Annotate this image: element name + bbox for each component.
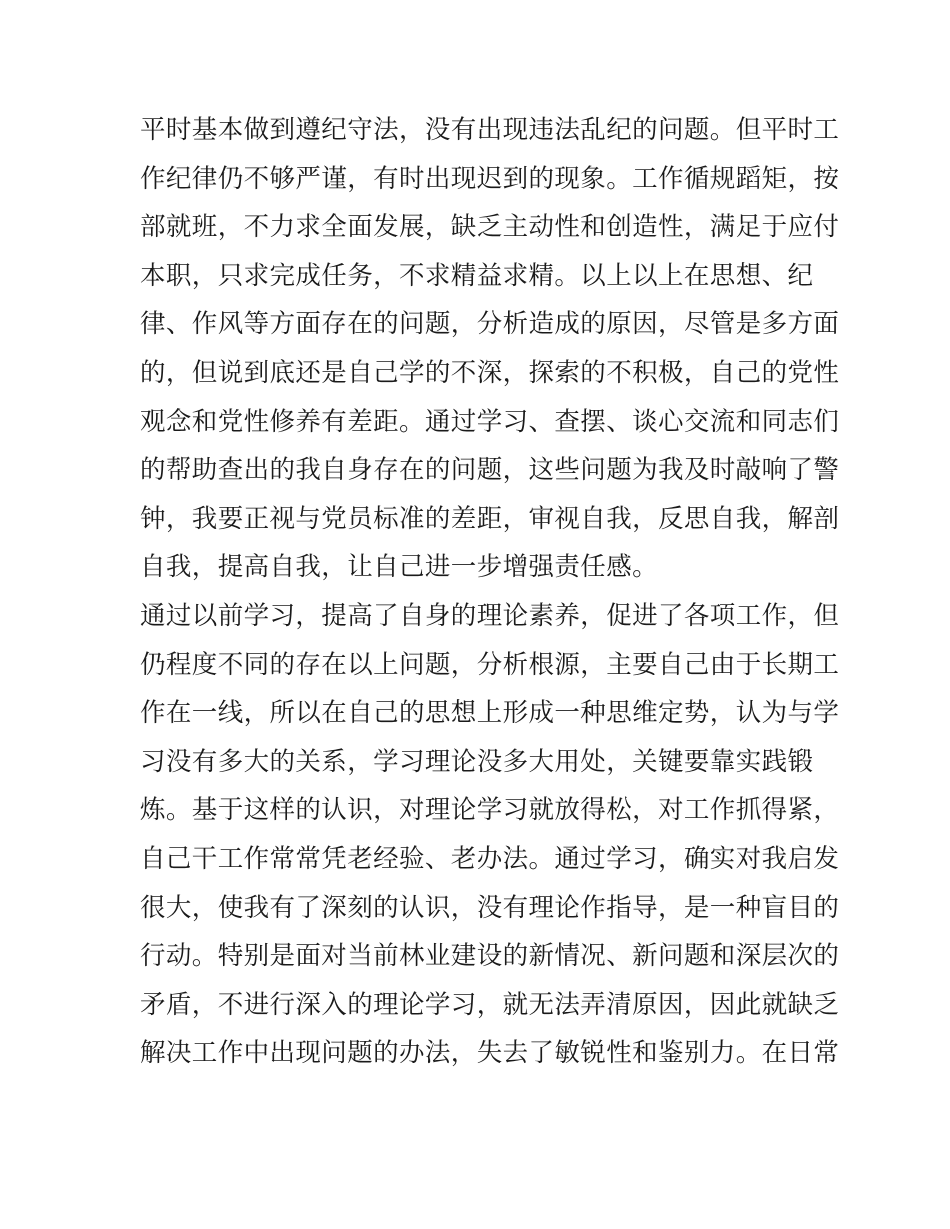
text-line: 作纪律仍不够严谨，有时出现迟到的现象。工作循规蹈矩，按 — [140, 163, 840, 194]
text-line: 矛盾，不进行深入的理论学习，就无法弄清原因，因此就缺乏 — [140, 989, 840, 1020]
text-line: 作在一线，所以在自己的思想上形成一种思维定势，认为与学 — [140, 698, 840, 729]
text-line: 通过以前学习，提高了自身的理论素养，促进了各项工作，但 — [140, 600, 840, 631]
text-line: 很大，使我有了深刻的认识，没有理论作指导，是一种盲目的 — [140, 892, 840, 923]
text-line: 仍程度不同的存在以上问题，分析根源，主要自己由于长期工 — [140, 649, 840, 680]
text-line: 自我，提高自我，让自己进一步增强责任感。 — [140, 552, 659, 583]
text-line: 律、作风等方面存在的问题，分析造成的原因，尽管是多方面 — [140, 309, 840, 340]
text-line: 炼。基于这样的认识，对理论学习就放得松，对工作抓得紧， — [140, 795, 840, 826]
text-line: 自己干工作常常凭老经验、老办法。通过学习，确实对我启发 — [140, 843, 840, 874]
text-line: 钟，我要正视与党员标准的差距，审视自我，反思自我，解剖 — [140, 503, 840, 534]
text-line: 观念和党性修养有差距。通过学习、查摆、谈心交流和同志们 — [140, 406, 840, 437]
text-line: 本职，只求完成任务，不求精益求精。以上以上在思想、纪 — [140, 260, 814, 291]
text-line: 部就班，不力求全面发展，缺乏主动性和创造性，满足于应付 — [140, 212, 840, 243]
text-line: 习没有多大的关系，学习理论没多大用处，关键要靠实践锻 — [140, 746, 814, 777]
text-line: 的，但说到底还是自己学的不深，探索的不积极，自己的党性 — [140, 357, 840, 388]
text-line: 解决工作中出现问题的办法，失去了敏锐性和鉴别力。在日常 — [140, 1038, 840, 1069]
text-line: 的帮助查出的我自身存在的问题，这些问题为我及时敲响了警 — [140, 455, 840, 486]
text-line: 行动。特别是面对当前林业建设的新情况、新问题和深层次的 — [140, 941, 840, 972]
body-text — [140, 106, 840, 1078]
text-line: 平时基本做到遵纪守法，没有出现违法乱纪的问题。但平时工 — [140, 115, 840, 145]
